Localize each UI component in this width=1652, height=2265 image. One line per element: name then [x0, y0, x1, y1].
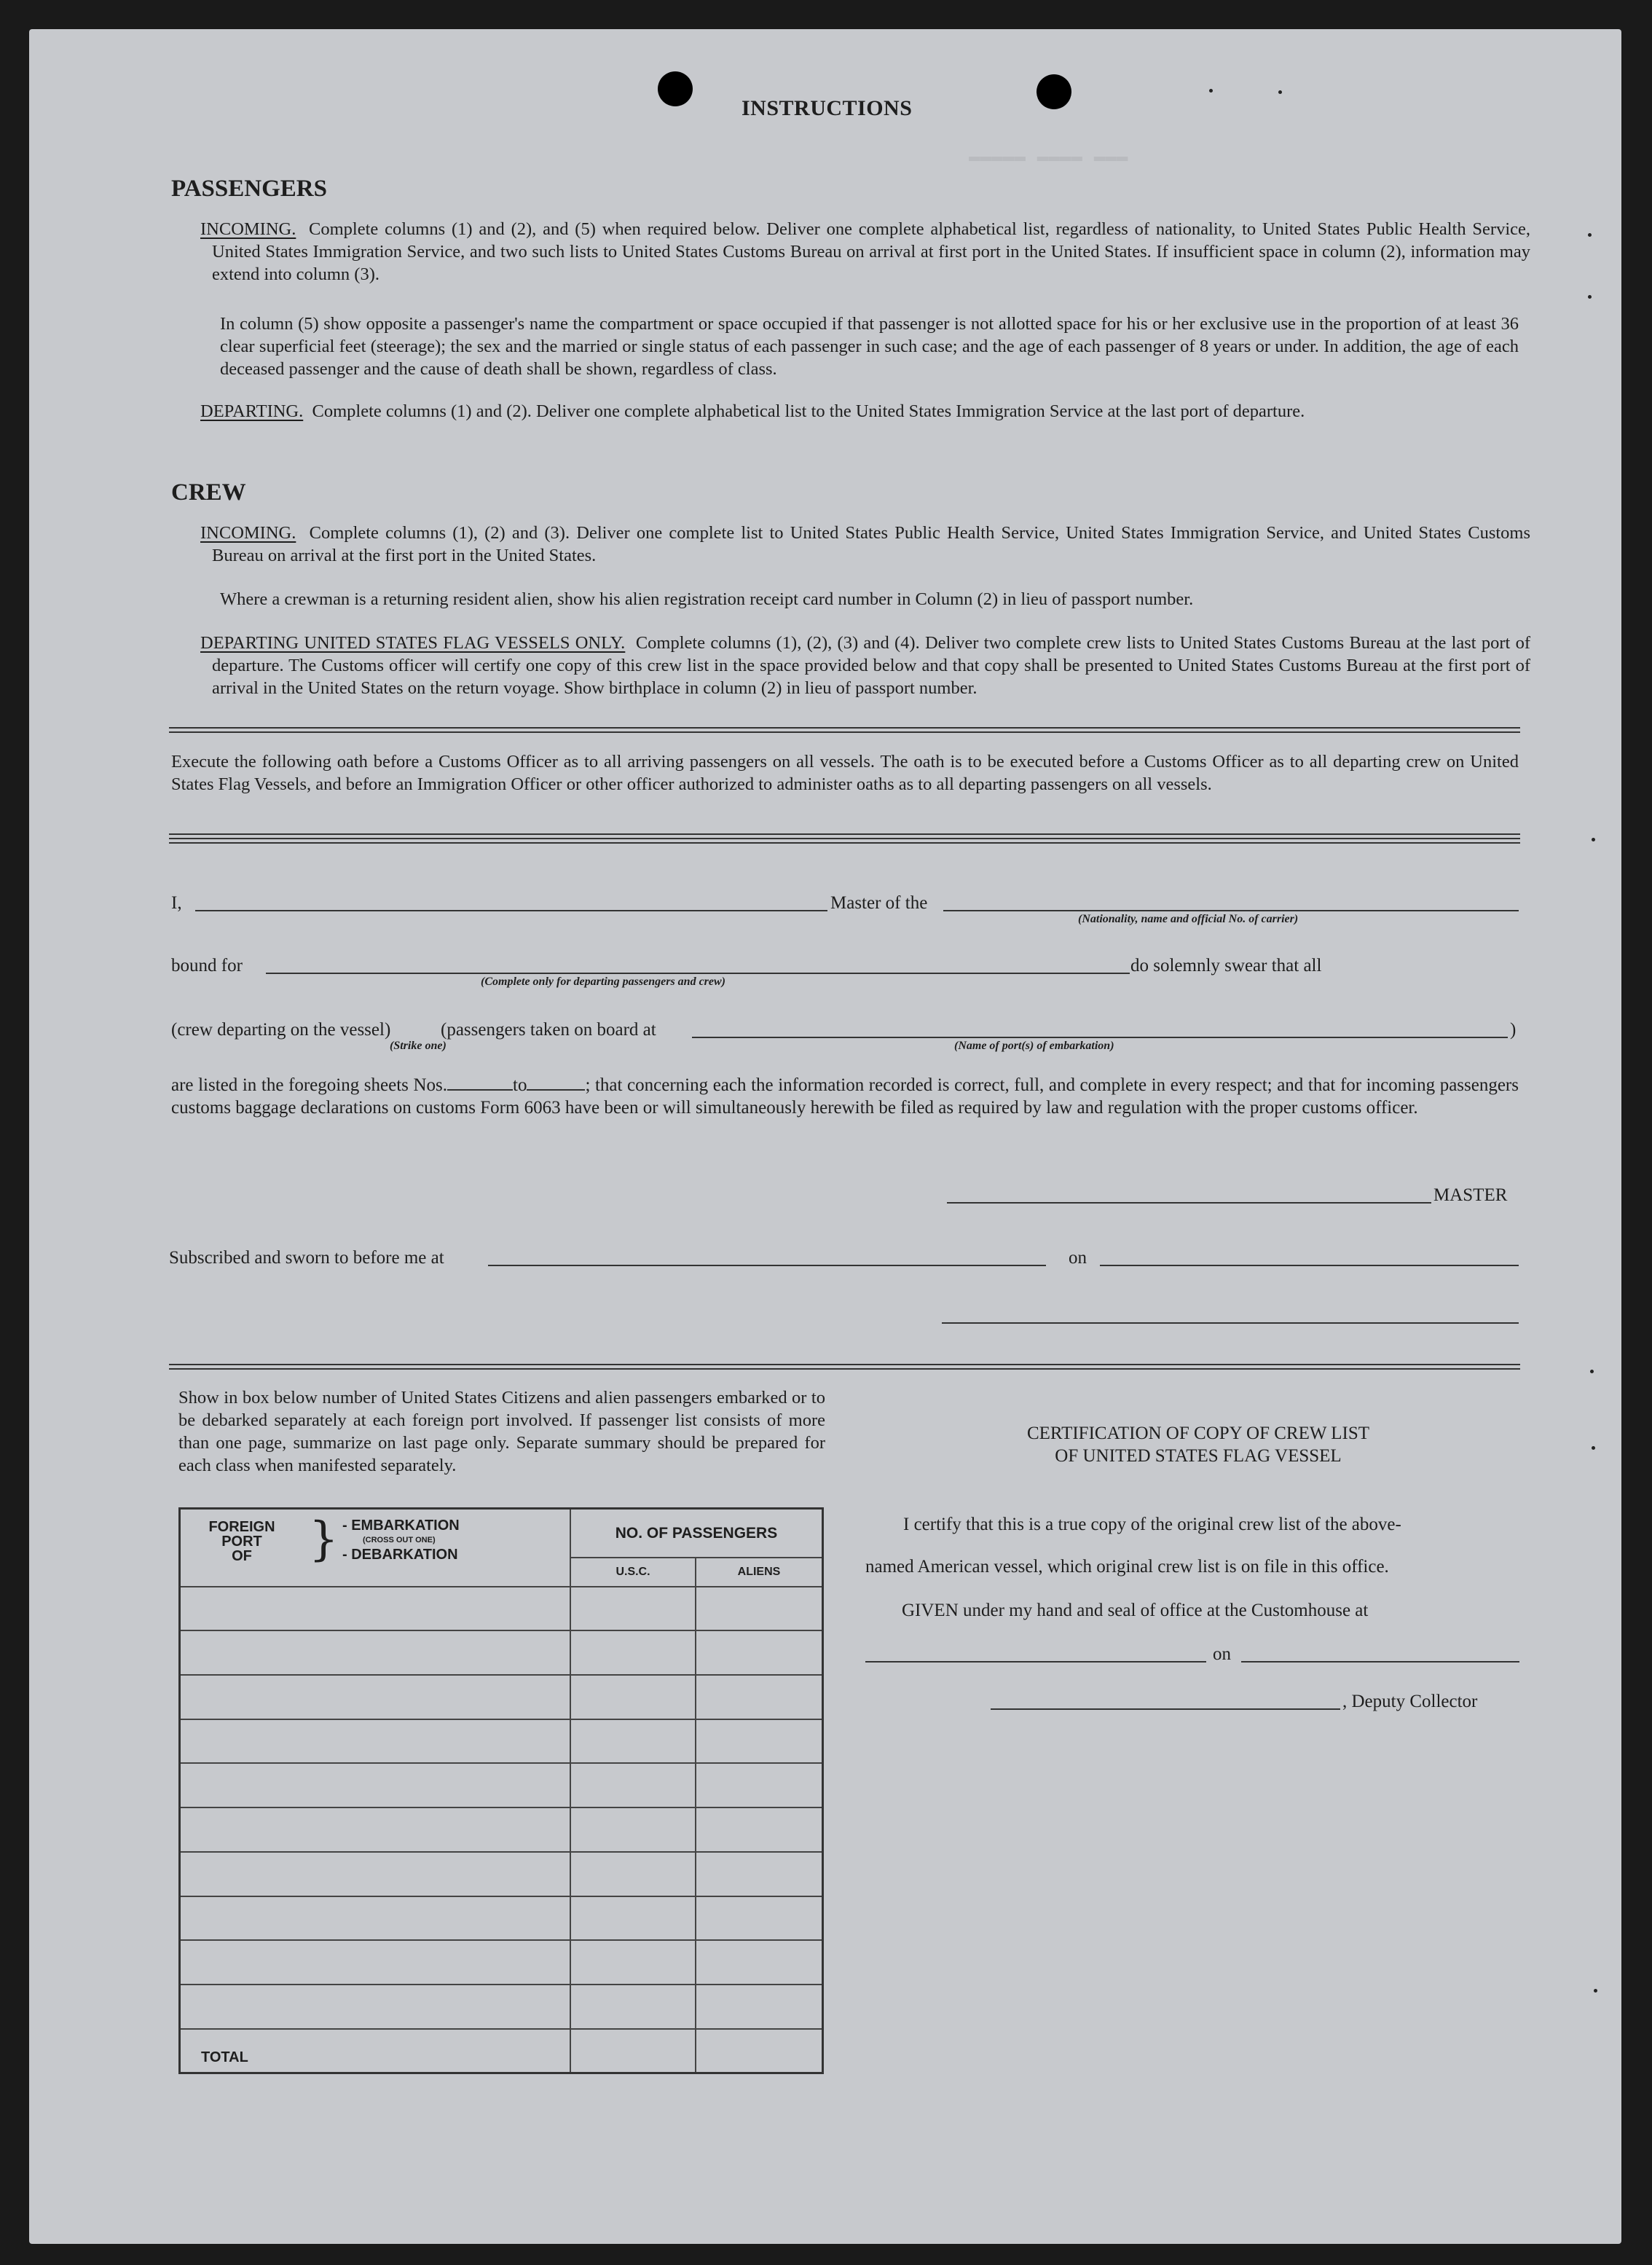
- brace-icon: }: [309, 1512, 339, 1566]
- speck: [1588, 295, 1592, 299]
- master-label: MASTER: [1433, 1185, 1508, 1205]
- port-cell[interactable]: [180, 1940, 571, 1985]
- certify-line2: named American vessel, which original crew list is on file in this office.: [865, 1557, 1389, 1577]
- cert-on-label: on: [1213, 1644, 1231, 1664]
- bound-for-field[interactable]: [266, 973, 1130, 974]
- sworn-place-field[interactable]: [488, 1265, 1046, 1266]
- speck: [1590, 1370, 1594, 1373]
- divider: [169, 833, 1520, 839]
- total-row: [180, 2029, 823, 2073]
- sheet-from-field[interactable]: [447, 1076, 513, 1091]
- bound-for-label: bound for: [171, 956, 243, 976]
- strike-one-hint: (Strike one): [390, 1040, 447, 1052]
- usc-cell[interactable]: [570, 1940, 696, 1985]
- table-row: [180, 1985, 823, 2029]
- listed-prefix: are listed in the foregoing sheets Nos.: [171, 1075, 447, 1095]
- punch-hole: [658, 71, 693, 106]
- port-cell[interactable]: [180, 1630, 571, 1675]
- aliens-cell[interactable]: [696, 1675, 823, 1719]
- speck: [1592, 1446, 1595, 1450]
- crew-incoming-label: INCOMING.: [200, 523, 296, 543]
- total-label: TOTAL: [180, 2029, 571, 2073]
- usc-cell[interactable]: [570, 1807, 696, 1852]
- aliens-cell[interactable]: [696, 1719, 823, 1764]
- table-row: [180, 1675, 823, 1719]
- usc-cell[interactable]: [570, 1896, 696, 1941]
- table-row: [180, 1807, 823, 1852]
- deputy-collector-label: , Deputy Collector: [1342, 1692, 1478, 1711]
- passengers-heading: PASSENGERS: [171, 176, 327, 202]
- port-cell[interactable]: [180, 1807, 571, 1852]
- to-label: to: [513, 1075, 527, 1095]
- given-line: GIVEN under my hand and seal of office at the Customhouse at: [902, 1601, 1369, 1620]
- aliens-cell[interactable]: [696, 1630, 823, 1675]
- usc-total-cell[interactable]: [570, 2029, 696, 2073]
- crew-departing-text: Complete columns (1), (2), (3) and (4). Deliver two complete crew lists to United States Customs Bureau at the last port of departure. The Customs officer will certify one copy of this crew list in the space provided below and that copy shall be presented to United States Customs Bureau at the first port of arrival in the United States on the return voyage. Show birthplace in column (2) in lieu of passport number.: [212, 633, 1530, 698]
- usc-cell[interactable]: [570, 1852, 696, 1896]
- crew-departing-paragraph: [200, 632, 1530, 699]
- port-cell[interactable]: [180, 1896, 571, 1941]
- usc-cell[interactable]: [570, 1985, 696, 2029]
- deputy-signature-field[interactable]: [991, 1708, 1340, 1710]
- speck: [1278, 90, 1282, 94]
- cert-date-field[interactable]: [1241, 1661, 1519, 1663]
- passengers-incoming-paragraph: [200, 218, 1530, 286]
- master-name-field[interactable]: [195, 910, 827, 911]
- passengers-departing-paragraph: [200, 400, 1530, 423]
- aliens-cell[interactable]: [696, 1807, 823, 1852]
- crew-incoming-text: Complete columns (1), (2) and (3). Deliver one complete list to United States Public Health Service, United States Immigration Service, and United States Customs Bureau on arrival at the first port in the United States.: [212, 523, 1530, 565]
- port-header: [180, 1509, 571, 1587]
- passengers-incoming-text: Complete columns (1) and (2), and (5) when required below. Deliver one complete alphabetical list, regardless of nationality, to United States Public Health Service, United States Immigration Service, and two such lists to United States Customs Bureau on arrival at first port in the United States. If insufficient space in column (2), information may extend into column (3).: [212, 219, 1531, 284]
- aliens-cell[interactable]: [696, 1763, 823, 1807]
- no-passengers-header: NO. OF PASSENGERS: [570, 1509, 823, 1558]
- port-cell[interactable]: [180, 1587, 571, 1631]
- bleed-through-texture: ▬▬▬ ▬▬▬▬ ▬▬▬▬▬: [969, 146, 1128, 168]
- port-cell[interactable]: [180, 1763, 571, 1807]
- usc-cell[interactable]: [570, 1675, 696, 1719]
- table-row: [180, 1587, 823, 1631]
- usc-cell[interactable]: [570, 1763, 696, 1807]
- table-row: [180, 1630, 823, 1675]
- bound-for-hint: (Complete only for departing passengers and crew): [481, 976, 725, 988]
- officer-signature-field[interactable]: [942, 1322, 1519, 1324]
- crew-departing-option[interactable]: (crew departing on the vessel): [171, 1020, 391, 1040]
- divider: [169, 842, 1520, 844]
- form-page: [29, 29, 1621, 2244]
- port-cell[interactable]: [180, 1675, 571, 1719]
- divider: [169, 1364, 1520, 1370]
- certification-title-line2: OF UNITED STATES FLAG VESSEL: [1055, 1446, 1342, 1466]
- certification-title: [870, 1422, 1526, 1467]
- speck: [1592, 838, 1595, 841]
- passengers-departing-label: DEPARTING.: [200, 401, 304, 421]
- table-row: [180, 1719, 823, 1764]
- embarkation-label: - EMBARKATION: [342, 1518, 460, 1534]
- usc-cell[interactable]: [570, 1719, 696, 1764]
- customhouse-field[interactable]: [865, 1661, 1206, 1663]
- sworn-on-label: on: [1069, 1248, 1087, 1268]
- master-signature-field[interactable]: [947, 1202, 1431, 1204]
- carrier-hint: (Nationality, name and official No. of carrier): [1078, 913, 1299, 925]
- port-cell[interactable]: [180, 1985, 571, 2029]
- aliens-header: ALIENS: [696, 1558, 823, 1586]
- cross-out-one-label: (CROSS OUT ONE): [363, 1536, 436, 1544]
- subscribed-label: Subscribed and sworn to before me at: [169, 1248, 444, 1268]
- passengers-departing-text: Complete columns (1) and (2). Deliver one complete alphabetical list to the United States Immigration Service at the last port of departure.: [312, 401, 1305, 421]
- passengers-taken-option[interactable]: (passengers taken on board at: [441, 1020, 656, 1040]
- aliens-cell[interactable]: [696, 1940, 823, 1985]
- speck: [1588, 233, 1592, 237]
- of-label: OF: [232, 1548, 252, 1564]
- foreign-label: FOREIGN: [208, 1519, 275, 1535]
- speck: [1209, 89, 1213, 93]
- sworn-date-field[interactable]: [1100, 1265, 1519, 1266]
- execute-oath-paragraph: Execute the following oath before a Customs Officer as to all arriving passengers on all vessels. The oath is to be executed before a Customs Officer as to all departing crew on United States Flag Vessels, and before an Immigration Officer or other officer authorized to administer oaths as to all departing passengers on all vessels.: [171, 752, 1519, 794]
- crew-departing-label: DEPARTING UNITED STATES FLAG VESSELS ONLY.: [200, 633, 626, 653]
- embarkation-ports-field[interactable]: [692, 1037, 1508, 1038]
- solemnly-swear-text: do solemnly swear that all: [1130, 956, 1322, 976]
- passengers-column5-paragraph: In column (5) show opposite a passenger's name the compartment or space occupied if that passenger is not allotted space for his or her exclusive use in the proportion of at least 36 clear superficial feet (steerage); the sex and the married or single status of each passenger in such case; and the age of each passenger of 8 years or under. In addition, the age of each deceased passenger and the cause of death shall be shown, regardless of class.: [220, 314, 1519, 379]
- port-cell[interactable]: [180, 1719, 571, 1764]
- aliens-cell[interactable]: [696, 1852, 823, 1896]
- table-row: [180, 1896, 823, 1941]
- sheet-to-field[interactable]: [527, 1076, 585, 1091]
- speck: [1594, 1989, 1597, 1993]
- crew-resident-paragraph: Where a crewman is a returning resident alien, show his alien registration receipt card number in Column (2) in lieu of passport number.: [220, 589, 1194, 609]
- oath-i-label: I,: [171, 893, 182, 913]
- port-label: PORT: [221, 1534, 262, 1550]
- usc-cell[interactable]: [570, 1630, 696, 1675]
- crew-incoming-paragraph: [200, 522, 1530, 567]
- table-row: [180, 1852, 823, 1896]
- aliens-cell[interactable]: [696, 1587, 823, 1631]
- punch-hole: [1037, 74, 1071, 109]
- certify-line1: I certify that this is a true copy of the original crew list of the above-: [903, 1515, 1401, 1534]
- port-cell[interactable]: [180, 1852, 571, 1896]
- passengers-incoming-label: INCOMING.: [200, 219, 296, 239]
- aliens-total-cell[interactable]: [696, 2029, 823, 2073]
- summary-instructions: Show in box below number of United States Citizens and alien passengers embarked or to be debarked separately at each foreign port involved. If passenger list consists of more than one page, summarize on last page only. Separate summary should be prepared for each class when manifested separately.: [178, 1388, 825, 1475]
- listed-paragraph: [171, 1074, 1519, 1119]
- aliens-cell[interactable]: [696, 1985, 823, 2029]
- usc-cell[interactable]: [570, 1587, 696, 1631]
- embarkation-ports-hint: (Name of port(s) of embarkation): [954, 1040, 1114, 1052]
- carrier-field[interactable]: [943, 910, 1519, 911]
- certification-title-line1: CERTIFICATION OF COPY OF CREW LIST: [1026, 1424, 1370, 1443]
- aliens-cell[interactable]: [696, 1896, 823, 1941]
- debarkation-label: - DEBARKATION: [342, 1547, 458, 1563]
- divider: [169, 727, 1520, 733]
- close-paren: ): [1510, 1020, 1517, 1040]
- usc-header: U.S.C.: [570, 1558, 696, 1586]
- table-row: [180, 1940, 823, 1985]
- table-row: [180, 1763, 823, 1807]
- page-title: INSTRUCTIONS: [742, 96, 913, 120]
- passenger-summary-table: [178, 1507, 824, 2074]
- crew-heading: CREW: [171, 479, 246, 506]
- listed-text: ; that concerning each the information recorded is correct, full, and complete in every respect; and that for incoming passengers customs baggage declarations on customs Form 6063 have been or will simultaneously herewith be filed as required by law and regulation with the proper customs officer.: [171, 1075, 1519, 1118]
- master-of-the-label: Master of the: [830, 893, 928, 913]
